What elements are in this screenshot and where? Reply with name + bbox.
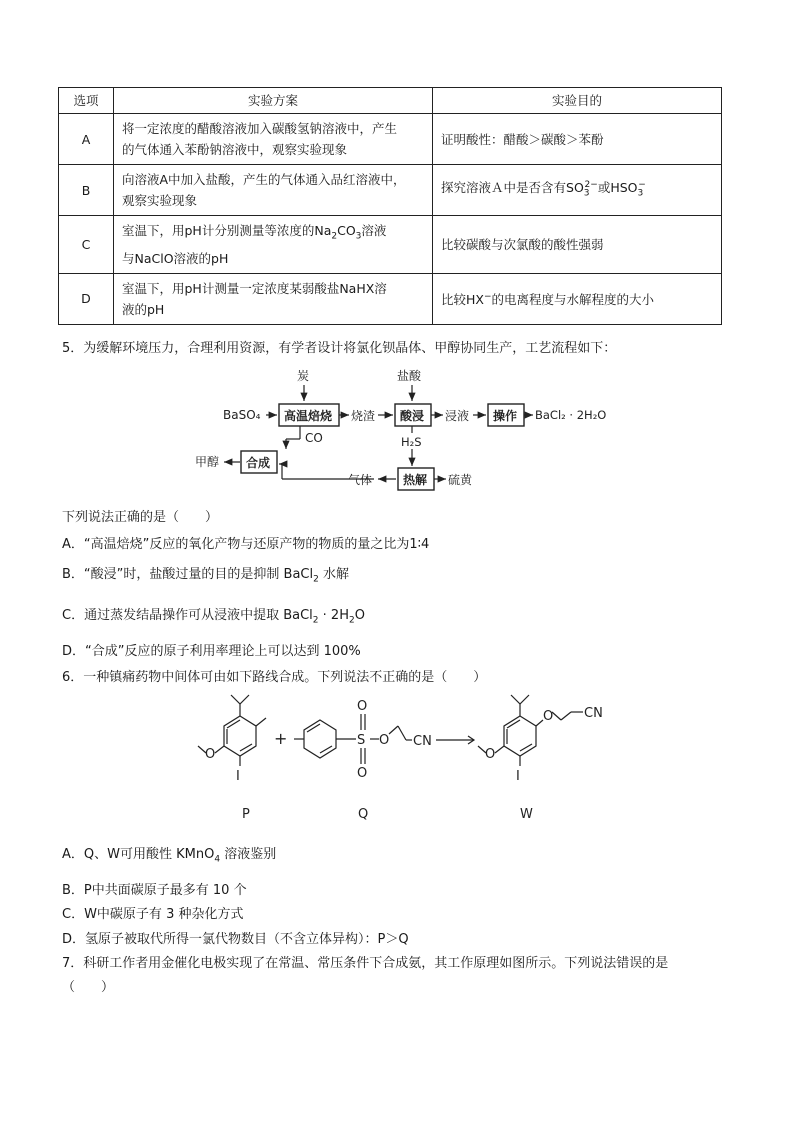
p-bond	[231, 695, 240, 704]
row-plan: 室温下，用pH计分别测量等浓度的$Na_2CO_3$溶液 与NaClO溶液的pH	[114, 216, 433, 274]
liuhuang-label: 硫黄	[448, 473, 473, 487]
row-plan	[114, 273, 433, 324]
purpose-pre: 探究溶液Ａ中是否含有	[441, 180, 567, 196]
plan-line: 液的pH	[122, 301, 165, 317]
row-option: A	[59, 114, 114, 165]
hecheng-label: 合成	[246, 456, 271, 470]
w-bond	[511, 695, 520, 704]
w-i-label: I	[516, 769, 520, 784]
row-purpose: 比较碳酸与次氯酸的酸性强弱	[433, 216, 722, 274]
q6-stem: 6．一种镇痛药物中间体可由如下路线合成。下列说法不正确的是（ ）	[62, 670, 487, 685]
row-option: C	[59, 216, 114, 274]
w-bond	[520, 695, 529, 704]
q6-option-d: D．氢原子被取代所得一氯代物数目（不含立体异构）：P＞Q	[62, 932, 409, 947]
row-plan	[114, 165, 433, 216]
rejie-label: 热解	[403, 473, 428, 487]
options-table	[58, 87, 722, 325]
q-o-label: O	[379, 733, 390, 748]
q7-stem-line1: 7．科研工作者用金催化电极实现了在常温、常压条件下合成氨，其工作原理如图所示。下列说法错误的是	[62, 956, 669, 971]
w-cn-label: CN	[584, 706, 603, 721]
q5-option-c: C．通过蒸发结晶操作可从浸液中提取 BaCl$_2$ · $2H_2O$	[62, 608, 365, 626]
w-ring	[504, 716, 536, 756]
p-bond	[256, 718, 266, 726]
co-label: CO	[305, 431, 323, 445]
q7-stem-line2: （ ）	[62, 980, 115, 995]
purpose-post: 的电离程度与水解程度的大小	[491, 292, 655, 308]
q6-a-post: 溶液鉴别	[224, 847, 277, 862]
reaction-scheme	[190, 690, 620, 825]
row-plan	[114, 114, 433, 165]
gaowen-label: 高温焙烧	[284, 409, 333, 423]
q6-a-pre: A．Q、W可用酸性	[62, 847, 172, 862]
q-o-label: O	[357, 699, 368, 714]
tan-label: 炭	[297, 369, 310, 383]
table-header-row	[59, 88, 722, 114]
header-option: 选项	[59, 88, 114, 114]
plan-line: 室温下，用pH计测量一定浓度某弱酸盐NaHX溶	[122, 280, 387, 296]
q5-option-a: A．“高温焙烧”反应的氧化产物与还原产物的物质的量之比为1∶4	[62, 537, 430, 552]
p-bond	[215, 746, 224, 753]
plan-line: 向溶液A中加入盐酸，产生的气体通入品红溶液中，	[122, 172, 406, 187]
jiachun-label: 甲醇	[195, 455, 220, 469]
q-s-label: S	[357, 733, 366, 748]
q5-c-pre: C．通过蒸发结晶操作可从浸液中提取	[62, 608, 280, 623]
suanjin-label: 酸浸	[400, 409, 425, 423]
product-label: BaCl₂ · 2H₂O	[535, 408, 607, 422]
q6-option-c: C．W中碳原子有 3 种杂化方式	[62, 907, 244, 922]
plan-line: 的气体通入苯酚钠溶液中，观察实验现象	[122, 142, 348, 157]
p-bond	[227, 720, 240, 728]
q-o-label: O	[357, 766, 368, 781]
row-purpose: 证明酸性：醋酸＞碳酸＞苯酚	[433, 114, 722, 165]
w-bond	[536, 720, 543, 726]
jinye-label: 浸液	[445, 409, 470, 423]
row-purpose: 探究溶液Ａ中是否含有$SO_3^{2-}$或$HSO_3^-$	[433, 165, 722, 216]
w-bond	[561, 712, 571, 720]
q-bond	[389, 726, 398, 734]
w-o-label: O	[543, 709, 554, 724]
table-row	[59, 165, 722, 216]
shaozha-label: 烧渣	[351, 409, 376, 423]
qiti-label: 气体	[348, 473, 373, 487]
table-row	[59, 216, 722, 274]
plan-line: 溶液	[361, 223, 387, 238]
w-o-label: O	[485, 747, 496, 762]
p-o-label: O	[205, 747, 216, 762]
p-bond	[240, 695, 249, 704]
q-bond	[398, 726, 406, 740]
plan-line: 与NaClO溶液的pH	[122, 250, 229, 266]
q-label: Q	[358, 807, 369, 822]
q6-option-b: B．P中共面碳原子最多有 10 个	[62, 883, 247, 898]
purpose-mid: 或	[597, 180, 611, 196]
h2s-label: H₂S	[401, 435, 422, 449]
baso4-label: BaSO₄	[223, 408, 261, 422]
row-purpose: 比较HX−的电离程度与水解程度的大小	[433, 273, 722, 324]
plan-line: 观察实验现象	[122, 193, 198, 208]
plan-line: 将一定浓度的醋酸溶液加入碳酸氢钠溶液中，产生	[122, 121, 398, 136]
q-ring	[304, 720, 336, 758]
q5-stem: 5．为缓解环境压力，合理利用资源，有学者设计将氯化钡晶体、甲醇协同生产，工艺流程如下：	[62, 341, 617, 356]
table-row	[59, 114, 722, 165]
p-ring	[224, 716, 256, 756]
q-bond	[307, 724, 320, 732]
w-label: W	[520, 807, 533, 822]
q5-b-pre: B．“酸浸”时，盐酸过量的目的是抑制	[62, 567, 280, 582]
p-label: P	[242, 807, 250, 822]
caozuo-label: 操作	[493, 409, 518, 423]
p-i-label: I	[236, 769, 240, 784]
q-cn-label: CN	[413, 734, 432, 749]
q5-b-post: 水解	[322, 567, 349, 582]
table-row	[59, 273, 722, 324]
process-flow-diagram	[190, 360, 620, 495]
w-bond	[495, 746, 504, 753]
q5-option-b: B．“酸浸”时，盐酸过量的目的是抑制 BaCl$_2$ 水解	[62, 567, 349, 585]
yansuan-label: 盐酸	[397, 369, 422, 383]
q6-option-a: A．Q、W可用酸性 KMnO$_4$ 溶液鉴别	[62, 847, 277, 865]
plan-line: 室温下，用pH计分别测量等浓度的	[122, 223, 315, 238]
w-bond	[507, 720, 520, 728]
q5-prompt: 下列说法正确的是（ ）	[62, 510, 219, 525]
plus-sign: +	[274, 729, 288, 748]
header-plan: 实验方案	[114, 88, 433, 114]
row-option: D	[59, 273, 114, 324]
header-purpose: 实验目的	[433, 88, 722, 114]
q5-option-d: D．“合成”反应的原子利用率理论上可以达到 100%	[62, 644, 361, 659]
purpose-pre: 比较	[441, 292, 467, 308]
row-option: B	[59, 165, 114, 216]
w-bond	[552, 712, 561, 720]
